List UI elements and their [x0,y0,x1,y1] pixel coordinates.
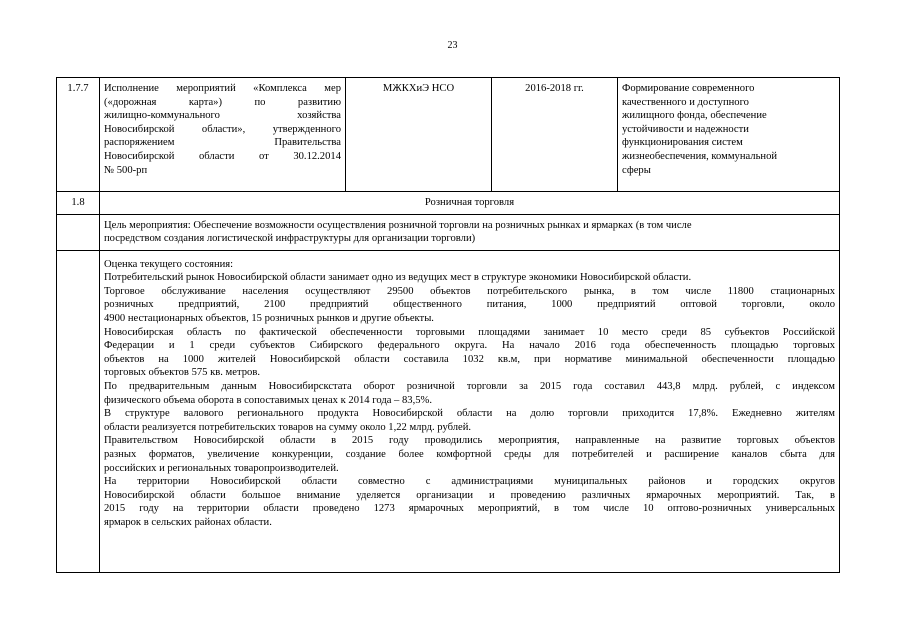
assessment-line: физического объема оборота в сопоставимых ценах к 2014 года – 83,5%. [104,394,433,406]
goal-text [104,219,835,246]
assessment-paragraph [104,380,835,407]
executor-cell: МЖКХиЭ НСО [346,78,492,192]
assessment-line: торговых объектов 575 кв. метров. [104,367,260,379]
empty-number-cell [57,214,100,250]
assessment-paragraph [104,407,835,434]
assessment-text [104,271,835,529]
assessment-paragraph [104,285,835,326]
assessment-paragraph [104,475,835,529]
assessment-heading: Оценка текущего состояния: [104,258,234,270]
description-line: Новосибирской области», утвержденного [104,123,341,135]
measures-table [56,77,840,573]
assessment-line: розничных предприятий, 2100 предприятий общественного питания, 1000 предприятий оптовой торговли, около [104,299,835,311]
description-line: («дорожная карта») по развитию [104,96,341,108]
description-text [104,82,341,177]
table-row-1-8 [57,192,840,215]
result-line: жизнеобеспечения, коммунальной [622,150,778,162]
assessment-line: В структуре валового регионального продукта Новосибирской области на долю торговли приходится 17,8%. Ежедневно жителям [104,408,835,420]
result-line: функционирования систем [622,137,743,149]
description-line: жилищно-коммунального хозяйства [104,110,341,122]
assessment-line: 4900 нестационарных объектов, 15 розничных рынков и другие объекты. [104,312,434,324]
assessment-line: Правительством Новосибирской области в 2015 году проводились мероприятия, направленные на развитие торговых объектов [104,435,835,447]
period-cell: 2016-2018 гг. [492,78,618,192]
assessment-line: Новосибирской области большое внимание уделяется организации и проведению различных ярмарочных мероприятий. Так, в [104,489,835,501]
measure-description [100,78,346,192]
assessment-line: ярмарок в сельских районах области. [104,516,272,528]
assessment-line: Потребительский рынок Новосибирской области занимает одно из ведущих мест в структуре экономики Новосибирской области. [104,272,692,284]
assessment-paragraph [104,434,835,475]
page-number: 23 [447,40,458,51]
assessment-line: По предварительным данным Новосибирскстата оборот розничной торговли за 2015 года составил 443,8 млрд. рублей, с индексом [104,380,835,392]
description-line: Новосибирской области от 30.12.2014 [104,150,341,162]
assessment-line: Федерации и 1 среди субъектов Сибирского федерального округа. На начало 2016 года обеспеченность площадью торговых [104,340,835,352]
section-title: Розничная торговля [100,192,840,215]
empty-number-cell [57,250,100,572]
assessment-line: объектов на 1000 жителей Новосибирской области составила 1032 кв.м, при нормативе минимальной обеспеченности площадью [104,353,835,365]
goal-line: Цель мероприятия: Обеспечение возможности осуществления розничной торговли на розничных рынках и ярмарках (в том числе [104,219,692,231]
assessment-line: 2015 году на территории области проведено 1273 ярмарочных мероприятий, в том числе 10 оптово-розничных универсальных [104,503,835,515]
assessment-line: Торговое обслуживание населения осуществляют 29500 объектов потребительского рынка, в том числе 11800 стационарных [104,285,835,297]
result-text [622,82,835,177]
assessment-line: На территории Новосибирской области совместно с администрациями муниципальных районов и городских округов [104,476,835,488]
goal-line: посредством создания логистической инфраструктуры для организации торговли) [104,233,476,245]
result-line: качественного и доступного [622,96,749,108]
assessment-paragraph [104,326,835,380]
row-number: 1.7.7 [57,78,100,192]
assessment-cell [100,250,840,572]
result-cell [618,78,840,192]
result-line: устойчивости и надежности [622,123,749,135]
assessment-line: Новосибирская область по фактической обеспеченности торговыми площадями занимает 10 место среди 85 субъектов Российской [104,326,835,338]
assessment-line: области реализуется потребительских товаров на сумму около 1,22 млрд. рублей. [104,421,472,433]
assessment-line: разных форматов, увеличение конкуренции, создание более комфортной среды для потребителей и расширение каналов сбыта для [104,448,835,460]
table-row-assessment [57,250,840,572]
table-row-goal [57,214,840,250]
section-number: 1.8 [57,192,100,215]
assessment-paragraph [104,271,835,285]
description-line: № 500-рп [104,164,148,176]
result-line: Формирование современного [622,83,755,94]
description-line: Исполнение мероприятий «Комплекса мер [104,83,341,94]
assessment-line: российских и региональных товаропроизводителей. [104,462,339,474]
result-line: сферы [622,164,651,176]
table-row-1-7-7 [57,78,840,192]
goal-cell [100,214,840,250]
result-line: жилищного фонда, обеспечение [622,110,767,122]
description-line: распоряжением Правительства [104,137,341,149]
